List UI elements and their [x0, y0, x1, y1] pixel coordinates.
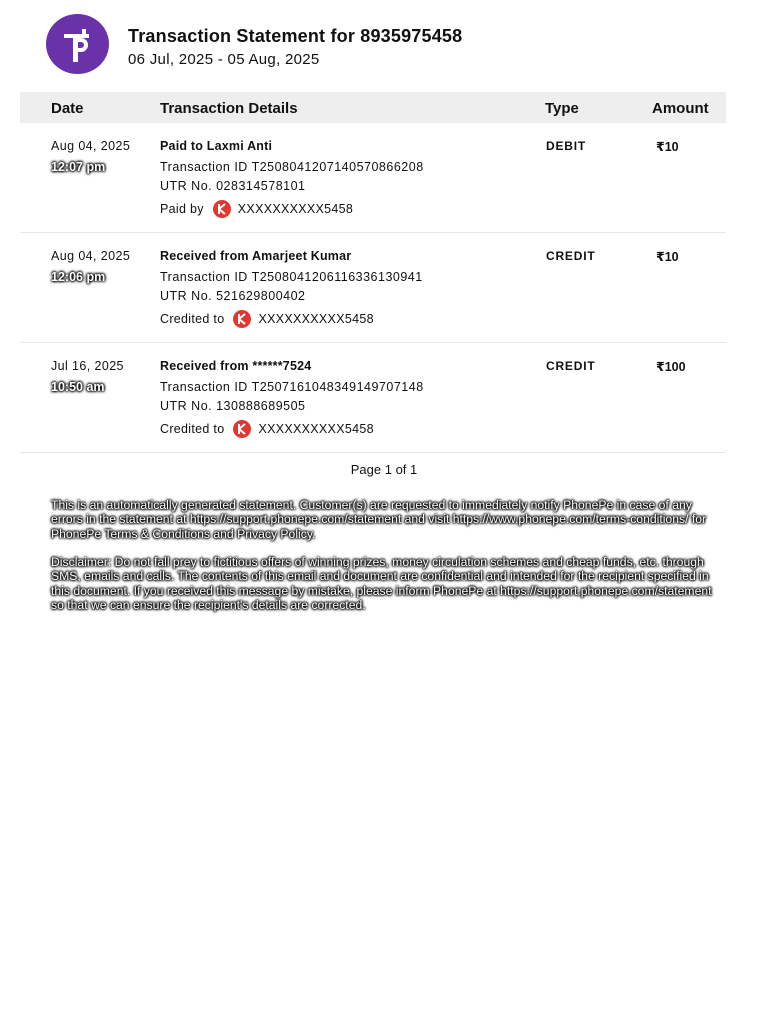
transaction-time: 12:07 pm: [51, 160, 106, 174]
table-header: [20, 92, 726, 123]
column-header-details: Transaction Details: [160, 100, 298, 117]
transaction-id: Transaction ID T2508041206116336130941: [160, 270, 423, 284]
statement-notice: This is an automatically generated statement. Customer(s) are requested to immediately notify PhonePe in case of any errors in the statement at https://support.phonepe.com/statement and visit https://www.phonepe.com/terms-conditions/ for PhonePe Terms & Conditions and Privacy Policy.: [51, 498, 707, 541]
account-number: XXXXXXXXXX5458: [258, 312, 374, 326]
column-header-type: Type: [545, 100, 579, 117]
table-row: [20, 343, 726, 453]
transaction-amount: ₹100: [656, 360, 686, 374]
bank-logo-icon: [233, 310, 251, 328]
bank-logo-icon: [213, 200, 231, 218]
statement-title: Transaction Statement for 8935975458: [128, 26, 463, 46]
account-label: Paid by: [160, 202, 204, 216]
transaction-type: CREDIT: [546, 249, 596, 263]
account-number: XXXXXXXXXX5458: [237, 202, 354, 216]
column-header-date: Date: [51, 100, 84, 117]
statement-disclaimer: Disclaimer: Do not fall prey to fictitious offers of winning prizes, money circulation schemes and cheap funds, etc. through SMS, emails and calls. The contents of this email and document are confidential and intended for the recipient specified in this document. If you received this message by mistake, please inform PhonePe at https://support.phonepe.com/statement so that we can ensure the recipient's details are corrected.: [51, 555, 712, 613]
statement-header: [46, 14, 726, 78]
transaction-time: 12:06 pm: [51, 270, 106, 284]
column-header-amount: Amount: [652, 100, 709, 117]
transaction-party: Received from Amarjeet Kumar: [160, 249, 352, 263]
transaction-id: Transaction ID T2508041207140570866208: [160, 160, 424, 174]
account-info: [160, 200, 353, 218]
transaction-party: Received from ******7524: [160, 359, 312, 373]
table-row: [20, 123, 726, 233]
utr-number: UTR No. 521629800402: [160, 289, 306, 303]
transaction-date: Aug 04, 2025: [51, 139, 131, 153]
table-row: [20, 233, 726, 343]
transaction-date: Aug 04, 2025: [51, 249, 131, 263]
statement-period: 06 Jul, 2025 - 05 Aug, 2025: [128, 51, 320, 68]
transaction-amount: ₹10: [656, 140, 679, 154]
account-label: Credited to: [160, 422, 225, 436]
account-info: [160, 310, 374, 328]
transaction-amount: ₹10: [656, 250, 679, 264]
transaction-type: DEBIT: [546, 139, 586, 153]
account-label: Credited to: [160, 312, 225, 326]
account-info: [160, 420, 374, 438]
transactions-table: [20, 92, 726, 453]
page-number: Page 1 of 1: [350, 462, 418, 477]
transaction-type: CREDIT: [546, 359, 596, 373]
utr-number: UTR No. 028314578101: [160, 179, 306, 193]
transaction-date: Jul 16, 2025: [51, 359, 124, 373]
account-number: XXXXXXXXXX5458: [258, 422, 374, 436]
transaction-time: 10:50 am: [51, 380, 105, 394]
utr-number: UTR No. 130888689505: [160, 399, 306, 413]
phonepe-logo-icon: [46, 14, 109, 74]
transaction-party: Paid to Laxmi Anti: [160, 139, 273, 153]
transaction-id: Transaction ID T2507161048349149707148: [160, 380, 424, 394]
bank-logo-icon: [233, 420, 251, 438]
